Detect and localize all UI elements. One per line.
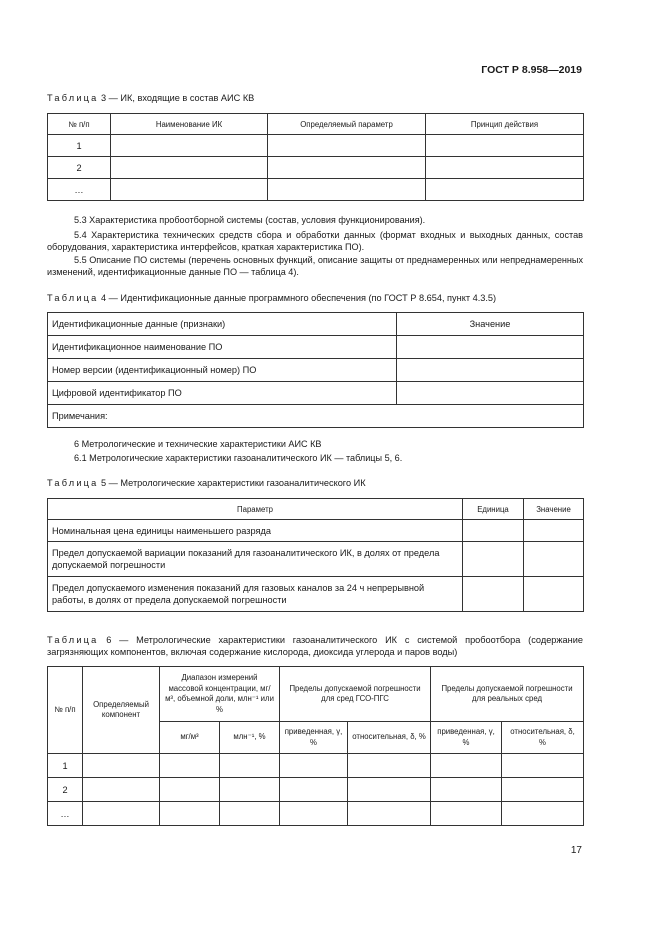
table-cell [111,157,268,179]
table-cell [426,179,584,201]
table3-header-name: Наименование ИК [111,114,268,135]
table6-header-reduced-gso: приведенная, γ, % [280,722,348,754]
table6-header-mgm3: мг/м³ [160,722,220,754]
page-number: 17 [570,845,582,856]
table-cell [280,802,348,826]
table-cell: Предел допускаемой вариации показаний для газоаналитического ИК, в долях от предела допускаемой погрешности [48,542,463,577]
table4-caption-word: Таблица [47,293,99,303]
table-cell: 1 [48,135,111,157]
table6-header-num: № п/п [48,667,83,754]
table-cell [397,382,584,405]
table-cell [83,802,160,826]
table-cell [524,577,584,612]
table-row [48,359,584,382]
table6-header-gso: Пределы допускаемой погрешности для сред ГСО-ПГС [280,667,431,722]
table-cell [502,778,584,802]
table6-caption [47,634,583,658]
table-cell [268,179,426,201]
document-code: ГОСТ Р 8.958—2019 [481,64,582,76]
table-cell [220,802,280,826]
table-cell [348,778,431,802]
table6-header-real: Пределы допускаемой погрешности для реальных сред [431,667,584,722]
table-cell [280,778,348,802]
table6-header-row-1 [48,667,584,722]
table-cell: … [48,802,83,826]
table-cell [160,802,220,826]
table5 [47,498,584,612]
table-cell [397,359,584,382]
table-cell: Значение [397,313,584,336]
table-cell [268,157,426,179]
table3-header-row [48,114,584,135]
table-cell: Номинальная цена единицы наименьшего разряда [48,520,463,542]
table3-caption-text: 3 — ИК, входящие в состав АИС КВ [101,93,255,103]
table-row [48,313,584,336]
table6-header-relative-real: относительная, δ, % [502,722,584,754]
paragraph-5-4: 5.4 Характеристика технических средств сбора и обработки данных (формат входных и выходных данных, состав оборудования, характеристика интерфейсов, краткая характеристика ПО). [47,230,583,253]
table-cell [220,778,280,802]
table-cell [524,542,584,577]
table5-header-row [48,499,584,520]
table6-caption-word: Таблица [47,635,99,645]
table-cell: Цифровой идентификатор ПО [48,382,397,405]
table-cell [502,754,584,778]
table5-header-param: Параметр [48,499,463,520]
table-cell [111,179,268,201]
table-row [48,336,584,359]
table-cell [348,802,431,826]
table6-header-range: Диапазон измерений массовой концентрации, мг/м³, объемной доли, млн⁻¹ или % [160,667,280,722]
table-cell [280,754,348,778]
table3-header-num: № п/п [48,114,111,135]
table-cell [463,577,524,612]
table-cell [160,778,220,802]
table-row [48,754,584,778]
table-row [48,778,584,802]
table4-note: Примечания: [48,405,584,428]
table6-header-ppm: млн⁻¹, % [220,722,280,754]
table6-header-relative-gso: относительная, δ, % [348,722,431,754]
table-cell [268,135,426,157]
table-cell [463,542,524,577]
table-row [48,382,584,405]
table5-header-value: Значение [524,499,584,520]
table-cell [111,135,268,157]
table-cell [397,336,584,359]
table6-caption-text: 6 — Метрологические характеристики газоаналитического ИК с системой пробоотбора (содержание загрязняющих компонентов, включая содержание кислорода, диоксида углерода и паров воды) [47,635,583,657]
table5-header-unit: Единица [463,499,524,520]
table-cell: Номер версии (идентификационный номер) ПО [48,359,397,382]
table6-header-reduced-real: приведенная, γ, % [431,722,502,754]
table-cell [160,754,220,778]
paragraph-5-5: 5.5 Описание ПО системы (перечень основных функций, описание защиты от преднамеренных или непреднамеренных изменений, идентификационные данные ПО — таблица 4). [47,255,583,278]
table-row [48,135,584,157]
table-cell [524,520,584,542]
table-cell: 1 [48,754,83,778]
table-cell [220,754,280,778]
table3-header-principle: Принцип действия [426,114,584,135]
table-cell: … [48,179,111,201]
table-cell [502,802,584,826]
table5-caption [47,477,366,489]
table6-header-component: Определяемый компонент [83,667,160,754]
table-note-row [48,405,584,428]
table5-caption-word: Таблица [47,478,99,488]
table-cell [431,802,502,826]
table-cell [426,135,584,157]
table-cell [83,778,160,802]
table3-caption-word: Таблица [47,93,99,103]
table-cell [83,754,160,778]
table3 [47,113,584,201]
table-cell [431,778,502,802]
table-cell: 2 [48,157,111,179]
table4-caption [47,292,496,304]
table-row [48,157,584,179]
table-row [48,179,584,201]
table-cell: 2 [48,778,83,802]
table4-caption-text: 4 — Идентификационные данные программного обеспечения (по ГОСТ Р 8.654, пункт 4.3.5) [101,293,497,303]
table3-caption [47,92,254,104]
table5-caption-text: 5 — Метрологические характеристики газоаналитического ИК [101,478,366,488]
table3-header-param: Определяемый параметр [268,114,426,135]
table-cell [431,754,502,778]
table-row [48,577,584,612]
table-cell [463,520,524,542]
table-cell [348,754,431,778]
paragraph-6-1: 6.1 Метрологические характеристики газоаналитического ИК — таблицы 5, 6. [74,453,403,463]
table6 [47,666,584,826]
paragraph-5-3: 5.3 Характеристика пробоотборной системы (состав, условия функционирования). [74,215,426,225]
table-cell: Идентификационное наименование ПО [48,336,397,359]
table4 [47,312,584,428]
table-row [48,542,584,577]
table-row [48,802,584,826]
table-cell: Предел допускаемого изменения показаний для газовых каналов за 24 ч непрерывной работы, в долях от предела допускаемой погрешности [48,577,463,612]
table-cell [426,157,584,179]
section-6-heading: 6 Метрологические и технические характеристики АИС КВ [74,439,322,449]
table-cell: Идентификационные данные (признаки) [48,313,397,336]
table-row [48,520,584,542]
